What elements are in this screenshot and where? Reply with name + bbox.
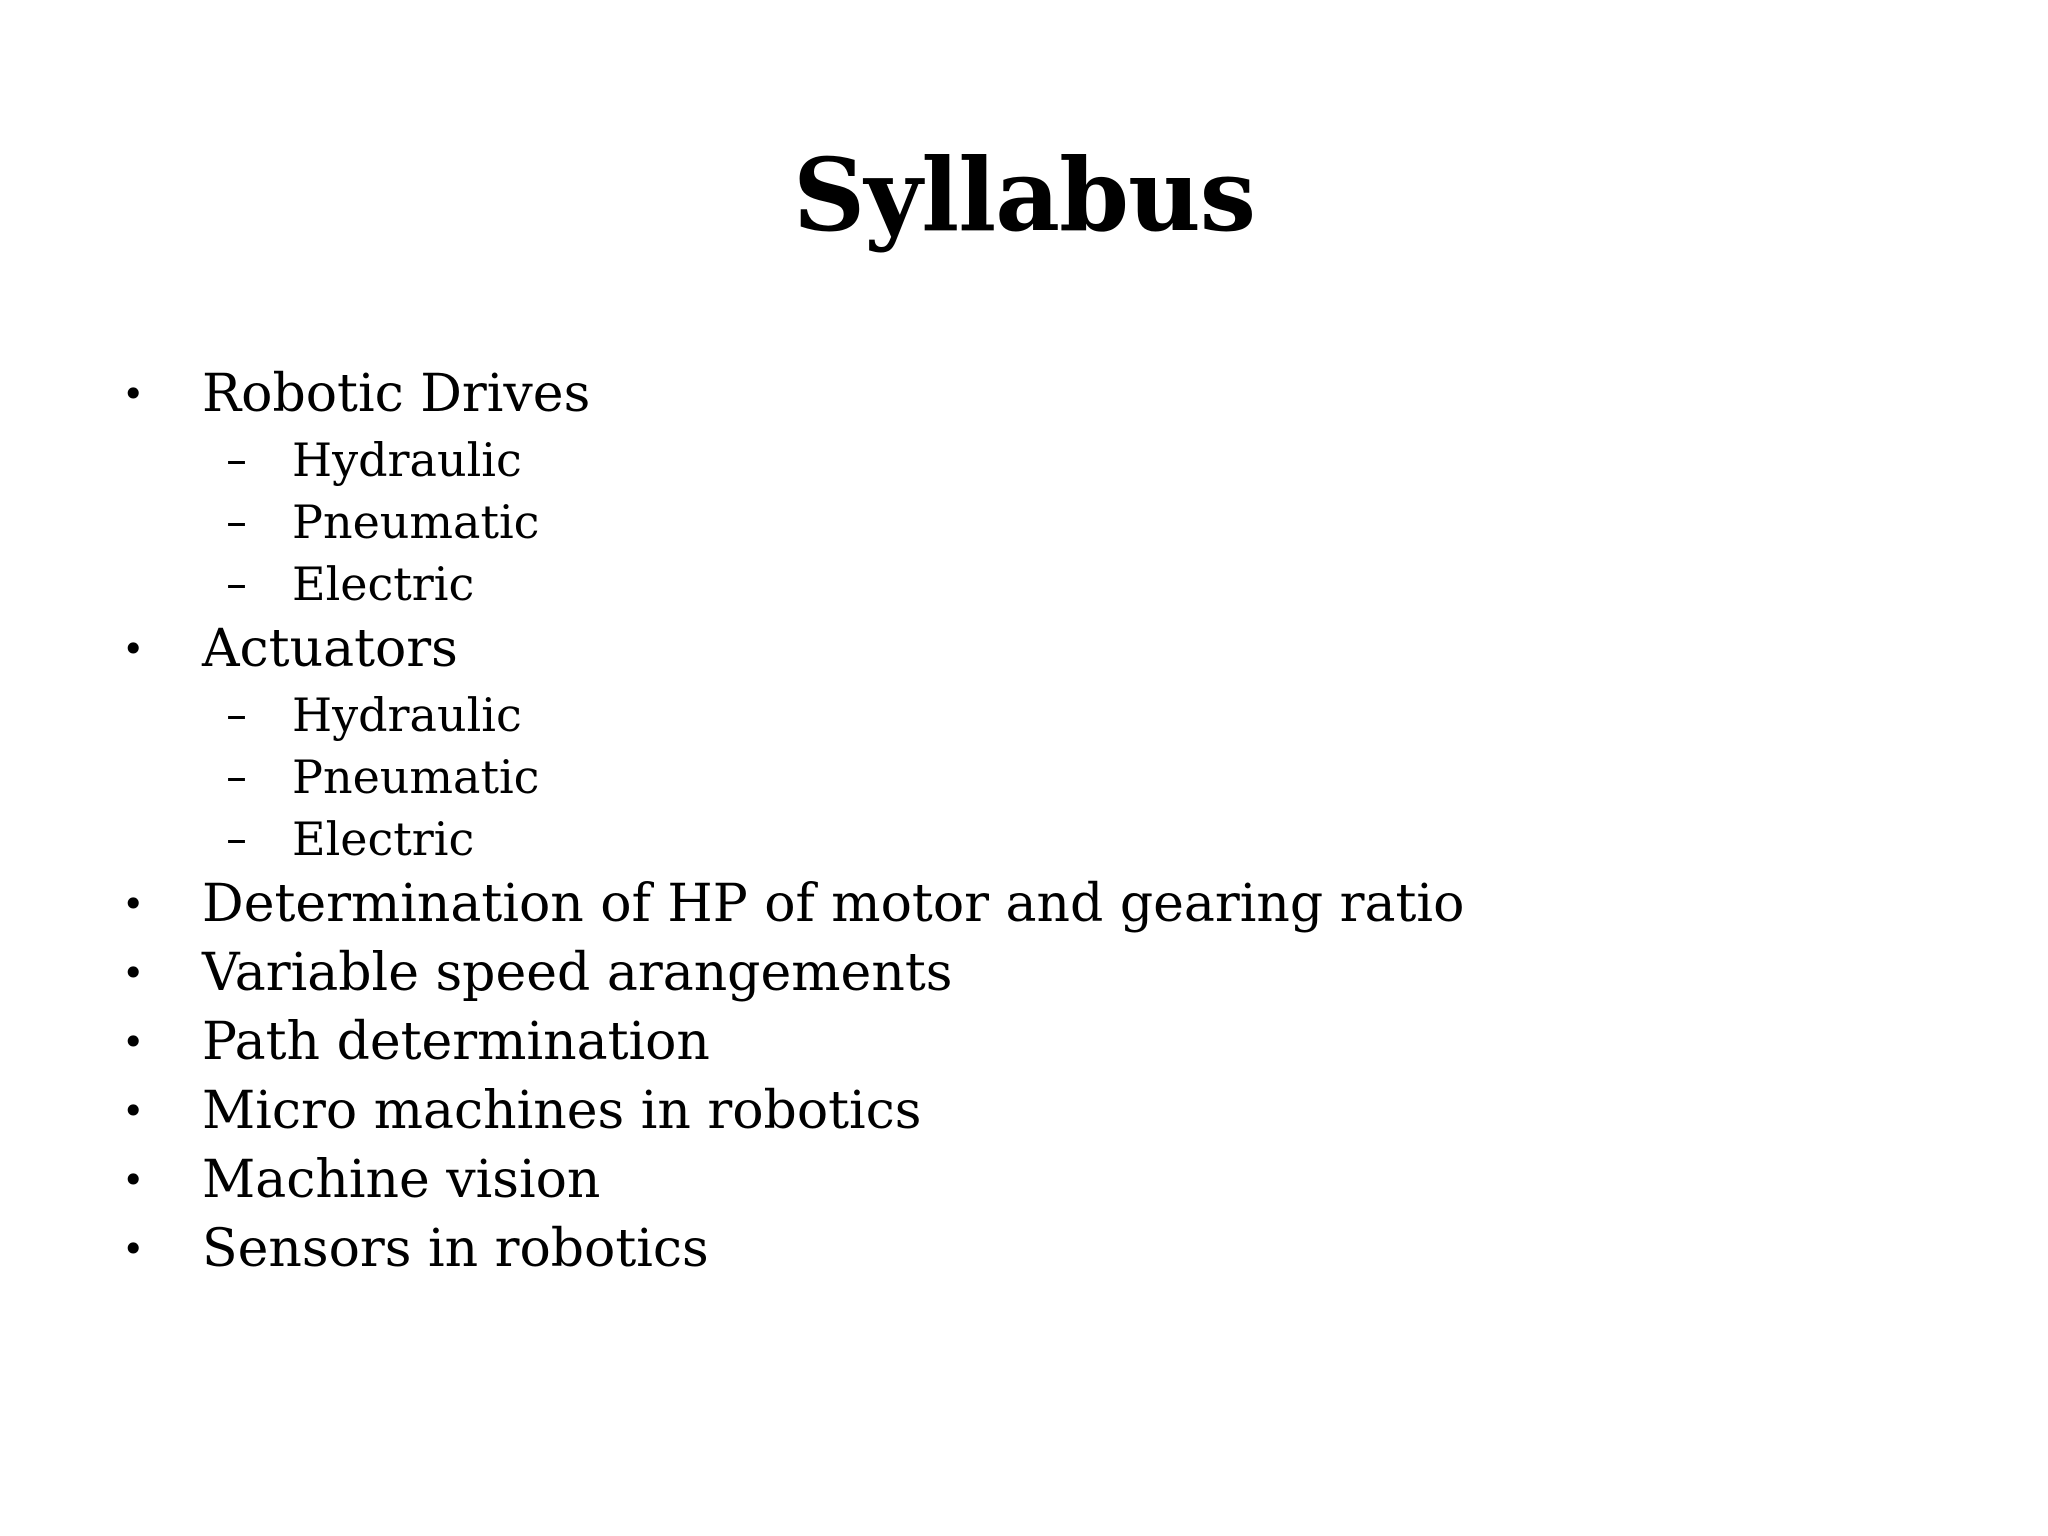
dash-marker: – (226, 497, 247, 546)
list-item-label: Variable speed arangements (202, 943, 953, 1003)
list-item-label: Robotic Drives (202, 364, 591, 424)
sub-item-label: Electric (292, 812, 475, 866)
bullet-marker: • (122, 627, 145, 671)
bullet-marker: • (122, 951, 145, 995)
bullet-marker: • (122, 882, 145, 926)
list-item-robotic-drives (0, 360, 2048, 429)
dash-marker: – (226, 814, 247, 863)
dash-marker: – (226, 752, 247, 801)
sub-item-pneumatic (0, 746, 2048, 808)
dash-marker: – (226, 559, 247, 608)
list-item-label: Actuators (202, 619, 458, 679)
list-item-determination-hp (0, 870, 2048, 939)
bullet-marker: • (122, 1227, 145, 1271)
list-item-sensors (0, 1215, 2048, 1284)
sub-item-electric (0, 553, 2048, 615)
dash-marker: – (226, 690, 247, 739)
bullet-marker: • (122, 1020, 145, 1064)
sub-item-label: Pneumatic (292, 495, 540, 549)
list-item-label: Micro machines in robotics (202, 1081, 922, 1141)
list-item-variable-speed (0, 939, 2048, 1008)
bullet-marker: • (122, 372, 145, 416)
bullet-marker: • (122, 1089, 145, 1133)
list-item-label: Machine vision (202, 1150, 601, 1210)
list-item-label: Sensors in robotics (202, 1219, 709, 1279)
sub-item-label: Hydraulic (292, 433, 522, 487)
sub-item-label: Electric (292, 557, 475, 611)
dash-marker: – (226, 435, 247, 484)
syllabus-list (0, 360, 2048, 1284)
list-item-actuators (0, 615, 2048, 684)
sub-item-electric (0, 808, 2048, 870)
list-item-micro-machines (0, 1077, 2048, 1146)
sub-item-hydraulic (0, 684, 2048, 746)
sub-item-pneumatic (0, 491, 2048, 553)
sub-item-hydraulic (0, 429, 2048, 491)
sub-item-label: Pneumatic (292, 750, 540, 804)
list-item-label: Path determination (202, 1012, 710, 1072)
bullet-marker: • (122, 1158, 145, 1202)
list-item-path-determination (0, 1008, 2048, 1077)
sub-item-label: Hydraulic (292, 688, 522, 742)
list-item-label: Determination of HP of motor and gearing ratio (202, 874, 1465, 934)
slide-title: Syllabus (792, 136, 1256, 254)
list-item-machine-vision (0, 1146, 2048, 1215)
